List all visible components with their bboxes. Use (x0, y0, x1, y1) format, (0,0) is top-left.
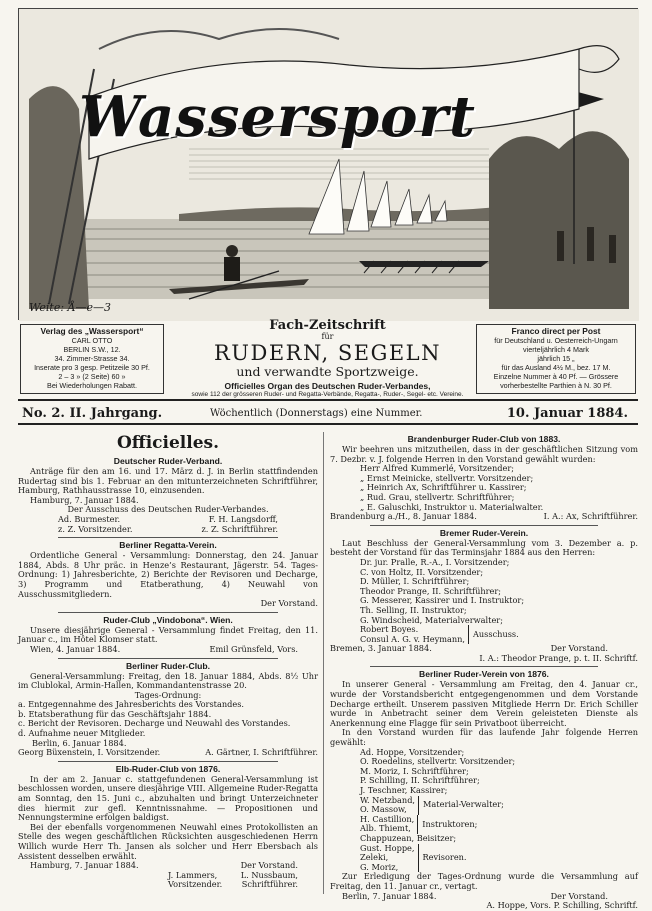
member-line: Zeleki, (360, 852, 389, 863)
subscription-line-7: vorherbestellte Parthien à N. 30 Pf. (500, 381, 612, 390)
notice-title: Elb-Ruder-Club von 1876. (115, 763, 221, 774)
member-line: Consul A. G. v. Heymann, (360, 633, 465, 644)
notice-text: In den Vorstand wurden für das laufende Jahr folgende Herren gewählt: (330, 727, 638, 748)
issue-date: 10. Januar 1884. (506, 406, 628, 421)
notice-signature: A. Gärtner, I. Schriftführer. (205, 747, 318, 758)
signer-name: L. Nussbaum, (240, 869, 298, 880)
subscription-line-2: für Deutschland u. Oesterreich-Ungarn (494, 336, 618, 345)
subtitle-block (175, 318, 480, 399)
group-label: Ausschuss. (473, 628, 519, 639)
notice-text: Bei der ebenfalls vorgenommenen Neuwahl eines Protokollisten an Stelle des wegen geschäftlichen Rücksichten ausgeschiedenen Herrn Willich wurde Herr Th. Jansen als solcher und Herr Ebersbach als Assistent desselben erwählt. (18, 821, 318, 861)
signer-role: z. Z. Schriftführer. (201, 523, 278, 534)
notice-text: Zur Erledigung der Tages-Ordnung wurde die Versammlung auf Freitag, den 11. Januar cr., vertagt. (330, 871, 638, 891)
notice-date: Hamburg, 7. Januar 1884. (30, 494, 139, 505)
notice-committee: Der Ausschuss des Deutschen Ruder-Verbandes. (67, 504, 269, 515)
publisher-line-6: 2 – 3 » (2 Seite) 60 » (58, 372, 126, 381)
member-line: Gust. Hoppe, (360, 842, 415, 853)
masthead-title: Wassersport (79, 84, 476, 150)
member-line: Robert Boyes. (360, 624, 419, 635)
issue-bar (18, 399, 638, 425)
notice-signature: Der Vorstand. (550, 890, 608, 901)
signer-role: Vorsitzender. (168, 879, 223, 890)
notice-date: Hamburg, 7. Januar 1884. (30, 860, 139, 871)
publisher-line-2: CARL OTTO (71, 336, 113, 345)
sport-subtitle: und verwandte Sportzweige. (236, 364, 419, 379)
notice-signature: Emil Grünsfeld, Vors. (209, 643, 298, 654)
notice-text: Wir beehren uns mitzutheilen, dass in der geschäftlichen Sitzung vom 7. Dezbr. v. J. folgende Herren in den Vorstand gewählt wurden: (330, 444, 638, 464)
notice-title: Berliner Ruder-Club. (125, 660, 211, 671)
main-subtitle: RUDERN, SEGELN (213, 341, 441, 365)
member-line: G. Windscheid, Materialverwalter; (360, 614, 503, 625)
notice-text: In der am 2. Januar c. stattgefundenen General-Versammlung ist beschlossen worden, unsere diesjährige VIII. Allgemeine Ruder-Regatta am Sonntag, den 15. Juni c., abzuhalten und bringt Unterzeichneter dies hiermit zur gefl. Kenntnissnahme. — Propositionen und Nennungstermine erfolgen baldigst. (18, 773, 318, 823)
publisher-line-3: BERLIN S.W., 12. (63, 345, 121, 354)
notice-text: Unsere diesjährige General - Versammlung findet Freitag, den 11. Januar c., im Hôtel Klomser statt. (18, 624, 318, 645)
notice-title: Ruder-Club „Vindobona“. Wien. (103, 614, 233, 625)
notice-date: Wien, 4. Januar 1884. (30, 643, 121, 654)
column-divider (323, 432, 324, 894)
divider (58, 658, 278, 659)
notice-date: Berlin, 6. Januar 1884. (32, 737, 127, 748)
notice-text: Anträge für den am 16. und 17. März d. J. in Berlin stattfindenden Rudertag sind bis 1. Februar an den mitunterzeichneten Schriftführer, Hamburg, Rathhausstrasse 10, einzusenden. (18, 466, 318, 496)
member-line: P. Schilling, II. Schriftführer; (360, 775, 480, 786)
group-label: Instruktoren; (422, 818, 478, 829)
notice-signature: A. Hoppe, Vors. P. Schilling, Schriftf. (486, 900, 638, 911)
divider (58, 612, 278, 613)
issue-frequency: Wöchentlich (Donnerstags) eine Nummer. (210, 408, 423, 419)
subscription-line-5: für das Ausland 4½ M., bez. 17 M. (501, 363, 611, 372)
member-line: Th. Selling, II. Instruktor; (360, 604, 467, 615)
agenda-item: b. Etatsberathung für das Geschäftsjahr 1884. (18, 708, 212, 719)
notice-signature: Georg Büxenstein, I. Vorsitzender. (18, 747, 161, 758)
signer-name: Ad. Burmester. (58, 513, 121, 524)
agenda-item: d. Aufnahme neuer Mitglieder. (18, 728, 146, 739)
fuer-label: für (321, 332, 334, 341)
masthead-illustration (18, 8, 638, 320)
signer-role: Schriftführer. (241, 879, 298, 890)
member-line: J. Teschner, Kassirer; (360, 785, 448, 795)
notice-date: Bremen, 3. Januar 1884. (330, 643, 432, 654)
divider (370, 666, 598, 667)
subscription-box (476, 324, 636, 394)
notice-signature: I. A.: Theodor Prange, p. t. II. Schriftf. (479, 652, 638, 663)
notice-date: Berlin, 7. Januar 1884. (342, 890, 437, 901)
issue-number: No. 2. II. Jahrgang. (22, 406, 163, 421)
publisher-box (20, 324, 164, 394)
group-label: Revisoren. (422, 852, 467, 863)
notice-text: In unserer General - Versammlung am Freitag, den 4. Januar cr., wurde der Vorstandsbericht entgegengenommen und dem Vorstande Decharge ertheilt. Unserem passiven Mitgliede Herrn Dr. Erich Schiller wurde in Anbetracht seiner dem Verein geleisteten Dienste als Anerkennung eine Flagge für sein Privatboot überreicht. (330, 679, 638, 728)
notice-signature: I. A.: Ax, Schriftführer. (543, 511, 638, 522)
publisher-line-5: Inserate pro 3 gesp. Petitzeile 30 Pf. (34, 363, 150, 372)
agenda-label: Tages-Ordnung: (134, 689, 202, 700)
member-line: „ Rud. Grau, stellvertr. Schriftführer; (360, 491, 515, 502)
group-label: Material-Verwalter; (423, 799, 504, 810)
subscription-line-6: Einzelne Nummer à 40 Pf. — Grössere (493, 372, 619, 381)
signer-name: J. Lammers, (168, 869, 218, 880)
notice-signature: Der Vorstand. (550, 643, 608, 654)
member-line: Ad. Hoppe, Vorsitzender; (360, 746, 465, 757)
member-line: „ Ernst Meinicke, stellvertr. Vorsitzender; (360, 472, 534, 483)
publisher-line-4: 34. Zimmer-Strasse 34. (54, 354, 130, 363)
notice-signature: Der Vorstand. (240, 860, 298, 871)
member-line: H. Castillion, (360, 813, 415, 824)
member-line: W. Netzband, (360, 794, 416, 805)
notice-title: Berliner Ruder-Verein von 1876. (419, 669, 549, 680)
notice-text: Laut Beschluss der General-Versammlung vom 3. Dezember a. p. besteht der Vorstand für das Terminsjahr 1884 aus den Herren: (330, 537, 638, 558)
notice-title: Bremer Ruder-Verein. (439, 527, 529, 538)
member-line: „ Heinrich Ax, Schriftführer u. Kassirer; (360, 482, 527, 493)
member-line: C. von Holtz, II. Vorsitzender; (360, 566, 484, 577)
member-line: Herr Alfred Kummerlé, Vorsitzender; (360, 463, 515, 474)
member-line: Theodor Prange, II. Schriftführer; (360, 585, 502, 596)
divider (370, 525, 598, 526)
member-line: D. Müller, I. Schriftführer; (360, 576, 470, 587)
left-column (18, 432, 318, 890)
subscription-line-3: vierteljährlich 4 Mark (523, 345, 589, 354)
notice-signature: Der Vorstand. (260, 598, 318, 609)
subscription-line-4: jährlich 15 „ (537, 354, 575, 363)
divider (58, 537, 278, 538)
official-organ: Officielles Organ des Deutschen Ruder-Verbandes, (224, 381, 431, 391)
member-line: O. Roedelins, stellvertr. Vorsitzender; (360, 756, 516, 767)
member-line: Dr. jur. Pralle, R.-A., I. Vorsitzender; (360, 556, 510, 567)
publisher-line-1: Verlag des „Wassersport“ (40, 326, 144, 336)
notice-text: Ordentliche General - Versammlung: Donnerstag, den 24. Januar 1884, Abds. 8 Uhr präc. in Henze’s Restaurant, Jägerstr. 54. Tages-Ordnung: 1) Jahresberichte, 2) Berichte der Revisoren und Decharge, 3) Programm und Etatberathung, 4) Neuwahl von Ausschussmitgliedern. (18, 550, 318, 599)
signer-role: z. Z. Vorsitzender. (58, 523, 133, 534)
member-line: Alb. Thiemt, (360, 823, 411, 834)
subscription-line-1: Franco direct per Post (511, 326, 601, 336)
signer-name: F. H. Langsdorff, (208, 513, 278, 524)
associations-line: sowie 112 der grösseren Ruder- und Regatta-Verbände, Regatta-, Ruder-, Segel- etc. Vereine. (191, 391, 464, 398)
right-column (330, 432, 638, 911)
agenda-item: c. Bericht der Revisoren. Decharge und Neuwahl des Vorstandes. (18, 718, 291, 729)
divider (58, 761, 278, 762)
notice-text: General-Versammlung: Freitag, den 18. Januar 1884, Abds. 8½ Uhr im Clublokal, Armin-Hallen, Kommandantenstrasse 20. (18, 670, 318, 691)
notice-date: Brandenburg a./H., 8. Januar 1884. (330, 511, 477, 522)
member-line: „ E. Galuschki, Instruktor u. Materialwalter. (360, 501, 544, 512)
member-line: M. Moriz, I. Schriftführer; (360, 765, 469, 776)
publisher-line-7: Bei Wiederholungen Rabatt. (47, 381, 137, 390)
agenda-item: a. Entgegennahme des Jahresberichts des Vorstandes. (18, 699, 245, 710)
engraving-scene (19, 9, 639, 321)
notice-title: Brandenburger Ruder-Club von 1883. (407, 434, 561, 444)
member-line: G. Moriz, (360, 861, 399, 872)
artist-signature: Weite: Å—e—3 (29, 301, 112, 314)
notice-title: Deutscher Ruder-Verband. (113, 456, 223, 466)
notice-title: Berliner Regatta-Verein. (119, 540, 217, 551)
member-line: O. Massow, (360, 804, 407, 815)
fach-zeitschrift: Fach-Zeitschrift (269, 318, 386, 333)
member-line: G. Messerer, Kassirer und I. Instruktor; (360, 595, 525, 606)
section-heading: Officielles. (116, 433, 220, 453)
member-line: Chappuzean, Beisitzer; (360, 832, 457, 843)
